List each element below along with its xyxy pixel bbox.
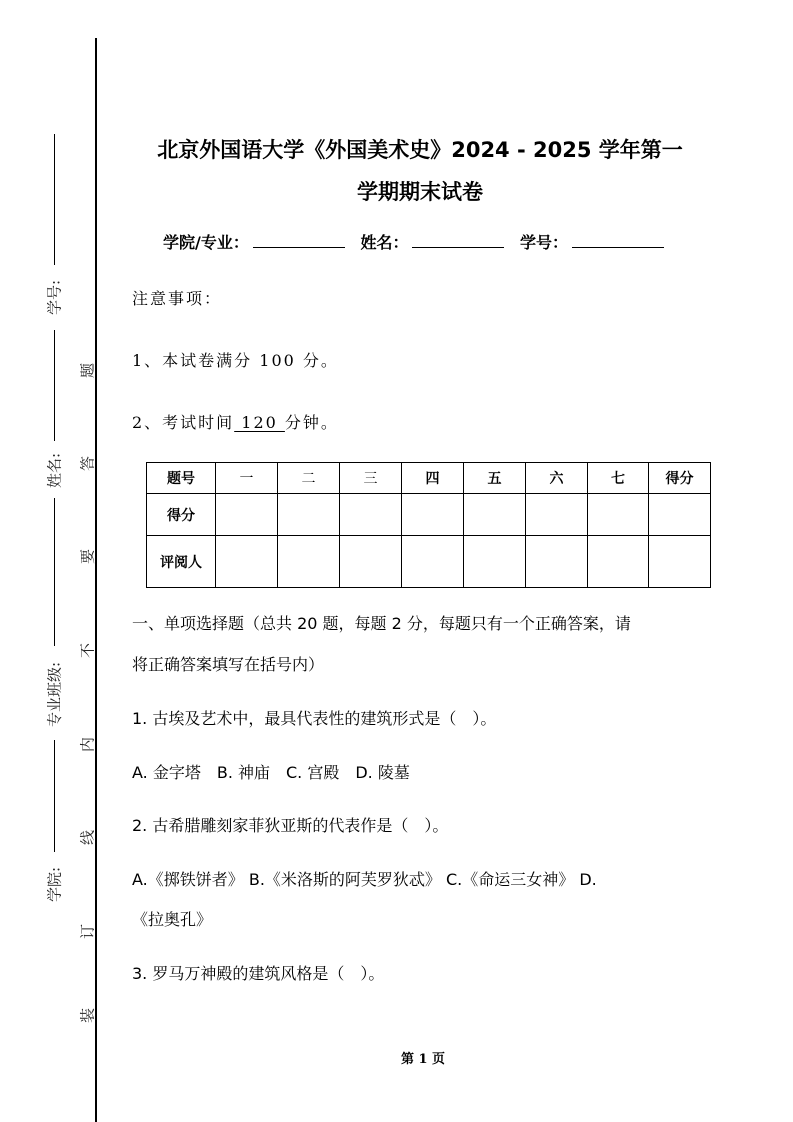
row-label-score: 得分	[147, 494, 216, 536]
grader-row	[147, 536, 711, 588]
margin-name-label: 姓名:	[45, 452, 64, 489]
exam-duration-value: 120	[234, 413, 285, 432]
header-cell: 五	[464, 463, 526, 494]
header-cell: 六	[526, 463, 588, 494]
question-2-options-line2: 《拉奥孔》	[132, 910, 213, 929]
score-cell[interactable]	[649, 494, 711, 536]
question-3-stem: 3. 罗马万神殿的建筑风格是（ ）。	[132, 964, 385, 983]
score-row	[147, 494, 711, 536]
student-id-blank[interactable]	[572, 233, 664, 248]
seal-char: 装	[78, 1008, 97, 1024]
margin-college-label: 学院:	[45, 866, 64, 903]
score-cell[interactable]	[464, 494, 526, 536]
score-cell[interactable]	[340, 494, 402, 536]
seal-char: 题	[78, 363, 97, 379]
seal-char: 要	[78, 549, 97, 565]
name-label: 姓名：	[360, 233, 409, 252]
notes-heading: 注意事项：	[132, 289, 223, 308]
student-id-label: 学号：	[520, 233, 569, 252]
page-number: 第 1 页	[400, 1052, 446, 1067]
exam-title-line2: 学期期末试卷	[357, 180, 483, 204]
note-item-2-suffix: 分钟。	[284, 413, 339, 432]
grader-cell[interactable]	[340, 536, 402, 588]
major-class-field-line	[54, 498, 55, 646]
grader-cell[interactable]	[402, 536, 464, 588]
college-major-label: 学院/专业：	[163, 233, 249, 252]
question-1-options: A. 金字塔 B. 神庙 C. 宫殿 D. 陵墓	[132, 763, 410, 782]
grader-cell[interactable]	[464, 536, 526, 588]
binding-line	[95, 38, 97, 1122]
score-cell[interactable]	[402, 494, 464, 536]
grader-cell[interactable]	[649, 536, 711, 588]
seal-char: 内	[78, 737, 97, 753]
header-cell: 三	[340, 463, 402, 494]
score-table-header-row	[147, 463, 711, 494]
margin-student-id-label: 学号:	[45, 279, 64, 316]
header-cell: 二	[278, 463, 340, 494]
note-item-2-prefix: 2、考试时间	[132, 413, 235, 432]
seal-char: 不	[78, 643, 97, 659]
row-label-grader: 评阅人	[147, 536, 216, 588]
seal-char: 答	[78, 456, 97, 472]
college-field-line	[54, 740, 55, 852]
header-cell: 题号	[147, 463, 216, 494]
seal-char: 线	[78, 830, 97, 846]
score-cell[interactable]	[216, 494, 278, 536]
header-cell: 四	[402, 463, 464, 494]
grader-cell[interactable]	[526, 536, 588, 588]
question-2-stem: 2. 古希腊雕刻家菲狄亚斯的代表作是（ ）。	[132, 816, 449, 835]
note-item-1: 1、本试卷满分 100 分。	[132, 351, 339, 370]
grader-cell[interactable]	[278, 536, 340, 588]
student-id-field-line	[54, 134, 55, 265]
grader-cell[interactable]	[588, 536, 649, 588]
exam-title-line1: 北京外国语大学《外国美术史》2024 - 2025 学年第一	[157, 138, 683, 162]
score-cell[interactable]	[588, 494, 649, 536]
question-1-stem: 1. 古埃及艺术中，最具代表性的建筑形式是（ ）。	[132, 709, 497, 728]
grader-cell[interactable]	[216, 536, 278, 588]
margin-major-class-label: 专业班级:	[45, 661, 64, 728]
section1-heading-line2: 将正确答案填写在括号内）	[132, 655, 325, 674]
section1-heading-line1: 一、单项选择题（总共 20 题，每题 2 分，每题只有一个正确答案，请	[132, 614, 631, 633]
header-cell: 一	[216, 463, 278, 494]
name-blank[interactable]	[412, 233, 504, 248]
score-cell[interactable]	[278, 494, 340, 536]
header-cell: 七	[588, 463, 649, 494]
college-major-blank[interactable]	[253, 233, 345, 248]
name-field-line	[54, 330, 55, 441]
seal-char: 订	[78, 924, 97, 940]
score-table	[146, 462, 711, 588]
score-cell[interactable]	[526, 494, 588, 536]
student-info-row	[163, 230, 674, 253]
question-2-options-line1: A.《掷铁饼者》 B.《米洛斯的阿芙罗狄忒》 C.《命运三女神》 D.	[132, 870, 597, 889]
header-cell: 得分	[649, 463, 711, 494]
note-item-2	[132, 410, 339, 433]
